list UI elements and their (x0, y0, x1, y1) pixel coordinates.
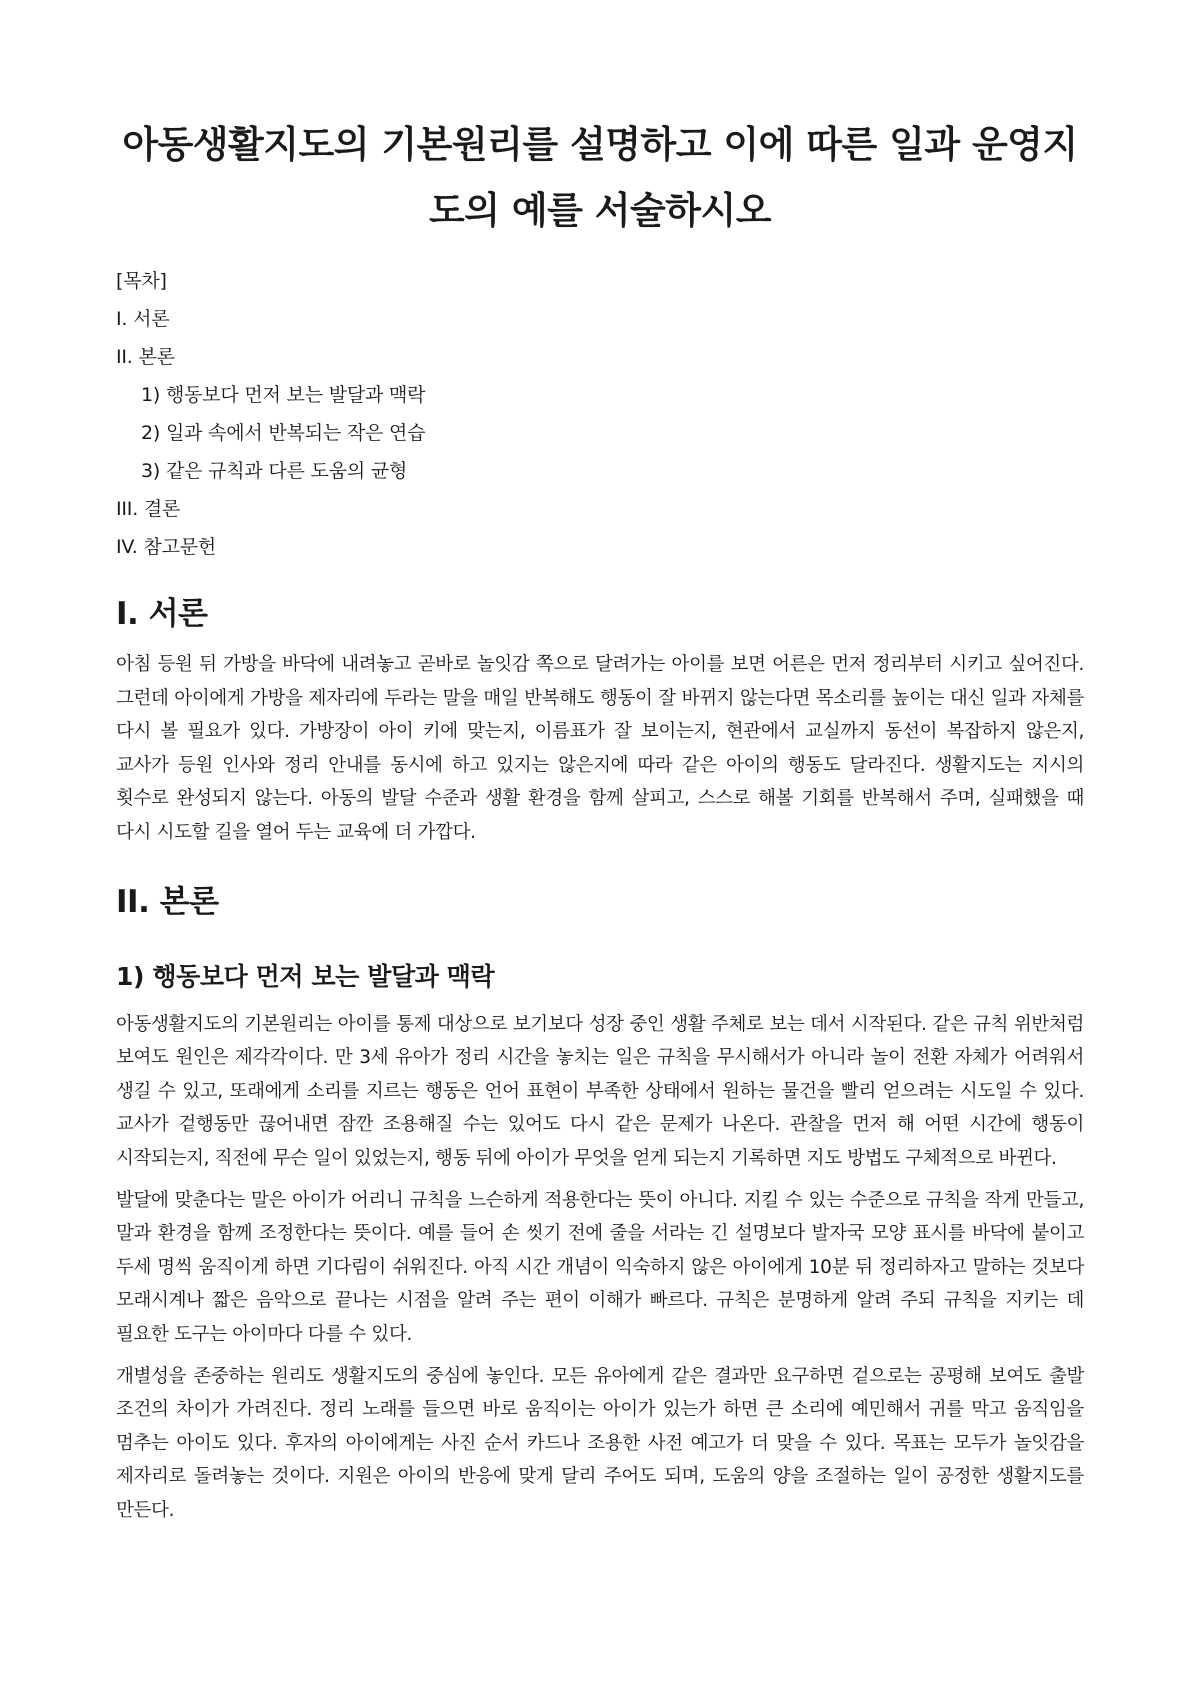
intro-paragraph: 아침 등원 뒤 가방을 바닥에 내려놓고 곧바로 놀잇감 쪽으로 달려가는 아이를 보면 어른은 먼저 정리부터 시키고 싶어진다. 그런데 아이에게 가방을 제자리에 두라는 말을 매일 반복해도 행동이 잘 바뀌지 않는다면 목소리를 높이는 대신 일과 자체를 다시 볼 필요가 있다. 가방장이 아이 키에 맞는지, 이름표가 잘 보이는지, 현관에서 교실까지 동선이 복잡하지 않은지, 교사가 등원 인사와 정리 안내를 동시에 하고 있지는 않은지에 따라 같은 아이의 행동도 달라진다. 생활지도는 지시의 횟수로 완성되지 않는다. 아동의 발달 수준과 생활 환경을 함께 살피고, 스스로 해볼 기회를 반복해서 주며, 실패했을 때 다시 시도할 길을 열어 두는 교육에 더 가깝다. (116, 654, 1084, 843)
toc-item-references: IV. 참고문헌 (116, 536, 217, 558)
body-paragraph-3: 개별성을 존중하는 원리도 생활지도의 중심에 놓인다. 모든 유아에게 같은 결과만 요구하면 겉으로는 공평해 보여도 출발 조건의 차이가 가려진다. 정리 노래를 들으면 바로 움직이는 아이가 있는가 하면 큰 소리에 예민해서 귀를 막고 움직임을 멈추는 아이도 있다. 후자의 아이에게는 사진 순서 카드나 조용한 사전 예고가 더 맞을 수 있다. 목표는 모두가 놀잇감을 제자리로 돌려놓는 것이다. 지원은 아이의 반응에 맞게 달리 주어도 되며, 도움의 양을 조절하는 일이 공정한 생활지도를 만든다. (116, 1365, 1084, 1521)
subsection-heading-1: 1) 행동보다 먼저 보는 발달과 맥락 (116, 961, 495, 991)
toc-heading: [목차] (116, 270, 167, 292)
table-of-contents (116, 262, 1084, 566)
document-title: 아동생활지도의 기본원리를 설명하고 이에 따른 일과 운영지도의 예를 서술하시오 (122, 123, 1078, 232)
section-heading-body: II. 본론 (116, 883, 219, 920)
section-heading-intro: I. 서론 (116, 596, 208, 632)
toc-item-body-1: 1) 행동보다 먼저 보는 발달과 맥락 (141, 384, 426, 406)
toc-item-body-2: 2) 일과 속에서 반복되는 작은 연습 (141, 422, 426, 444)
toc-item-body-3: 3) 같은 규칙과 다른 도움의 균형 (141, 460, 408, 482)
toc-item-body: II. 본론 (116, 346, 175, 368)
toc-item-conclusion: III. 결론 (116, 498, 181, 520)
body-paragraph-2: 발달에 맞춘다는 말은 아이가 어리니 규칙을 느슨하게 적용한다는 뜻이 아니다. 지킬 수 있는 수준으로 규칙을 작게 만들고, 말과 환경을 함께 조정한다는 뜻이다. 예를 들어 손 씻기 전에 줄을 서라는 긴 설명보다 발자국 모양 표시를 바닥에 붙이고 두세 명씩 움직이게 하면 기다림이 쉬워진다. 아직 시간 개념이 익숙하지 않은 아이에게 10분 뒤 정리하자고 말하는 것보다 모래시계나 짧은 음악으로 끝나는 시점을 알려 주는 편이 이해가 빠르다. 규칙은 분명하게 알려 주되 규칙을 지키는 데 필요한 도구는 아이마다 다를 수 있다. (116, 1189, 1084, 1345)
body-paragraph-1: 아동생활지도의 기본원리는 아이를 통제 대상으로 보기보다 성장 중인 생활 주체로 보는 데서 시작된다. 같은 규칙 위반처럼 보여도 원인은 제각각이다. 만 3세 유아가 정리 시간을 놓치는 일은 규칙을 무시해서가 아니라 놀이 전환 자체가 어려워서 생길 수 있고, 또래에게 소리를 지르는 행동은 언어 표현이 부족한 상태에서 원하는 물건을 빨리 얻으려는 시도일 수 있다. 교사가 겉행동만 끊어내면 잠깐 조용해질 수는 있어도 다시 같은 문제가 나온다. 관찰을 먼저 해 어떤 시간에 행동이 시작되는지, 직전에 무슨 일이 있었는지, 행동 뒤에 아이가 무엇을 얻게 되는지 기록하면 지도 방법도 구체적으로 바뀐다. (116, 1013, 1084, 1169)
toc-item-intro: I. 서론 (116, 308, 170, 330)
